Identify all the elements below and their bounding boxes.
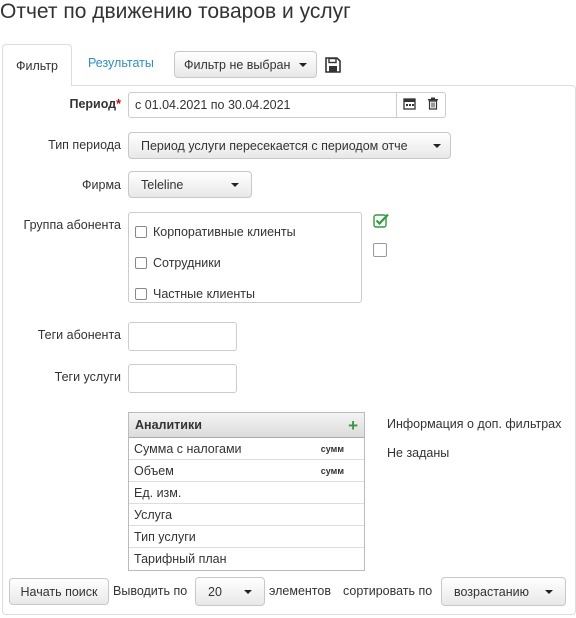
service-tags-input[interactable] [128, 364, 237, 393]
chevron-down-icon [433, 144, 441, 148]
extra-filters-status: Не заданы [387, 446, 450, 460]
page-title: Отчет по движению товаров и услуг [0, 0, 351, 23]
page-size-select[interactable] [195, 577, 265, 606]
subscriber-group-label: Группа абонента [23, 218, 121, 232]
table-row[interactable]: Объем сумм [129, 460, 364, 482]
period-value: с 01.04.2021 по 30.04.2021 [135, 98, 291, 112]
filter-preset-label: Фильтр не выбран [184, 57, 291, 72]
company-select[interactable] [128, 171, 252, 198]
trash-icon[interactable] [427, 97, 439, 113]
table-row[interactable]: Услуга [129, 504, 364, 526]
subscriber-tags-input[interactable] [128, 322, 237, 351]
filter-preset-dropdown[interactable] [174, 51, 317, 78]
chevron-down-icon [545, 590, 553, 594]
plus-icon[interactable]: + [348, 415, 358, 435]
chevron-down-icon [299, 63, 307, 67]
show-by-label: Выводить по [113, 584, 188, 598]
group-option[interactable]: Сотрудники [135, 247, 361, 278]
start-search-button[interactable]: Начать поиск [9, 578, 109, 605]
sort-order-select[interactable] [441, 577, 566, 606]
tab-filter[interactable]: Фильтр [2, 44, 72, 86]
period-type-select[interactable] [128, 132, 451, 159]
group-option[interactable]: Корпоративные клиенты [135, 216, 361, 247]
checkbox[interactable] [135, 226, 147, 238]
select-all-checked-icon[interactable] [373, 212, 389, 231]
group-option[interactable]: Частные клиенты [135, 278, 361, 309]
page-size-value: 20 [208, 584, 222, 599]
table-row[interactable]: Тип услуги [129, 526, 364, 548]
table-row[interactable]: Сумма с налогами сумм [129, 438, 364, 460]
service-tags-label: Теги услуги [54, 370, 121, 384]
table-row[interactable]: Тарифный план [134, 552, 227, 566]
sort-by-label: сортировать по [343, 584, 433, 598]
checkbox[interactable] [135, 288, 147, 300]
company-value: Teleline [141, 177, 184, 192]
period-field[interactable] [128, 92, 446, 118]
period-label: Период* [69, 97, 121, 111]
sort-order-value: возрастанию [454, 584, 529, 599]
table-row[interactable]: Ед. изм. [129, 482, 364, 504]
checkbox[interactable] [135, 257, 147, 269]
analytics-header: Аналитики + [129, 413, 364, 438]
deselect-all-checkbox[interactable] [373, 243, 387, 257]
chevron-down-icon [231, 183, 239, 187]
period-type-label: Тип периода [48, 138, 121, 152]
tab-results[interactable]: Результаты [88, 56, 154, 70]
subscriber-group-list [128, 212, 362, 303]
subscriber-tags-label: Теги абонента [37, 328, 121, 342]
floppy-disk-icon[interactable] [324, 56, 342, 74]
period-type-value: Период услуги пересекается с периодом отче [141, 138, 408, 153]
chevron-down-icon [244, 590, 252, 594]
elements-label: элементов [269, 584, 331, 598]
analytics-table [128, 412, 365, 571]
calendar-icon[interactable] [403, 97, 416, 113]
extra-filters-title: Информация о доп. фильтрах [387, 417, 562, 431]
company-label: Фирма [82, 178, 121, 192]
